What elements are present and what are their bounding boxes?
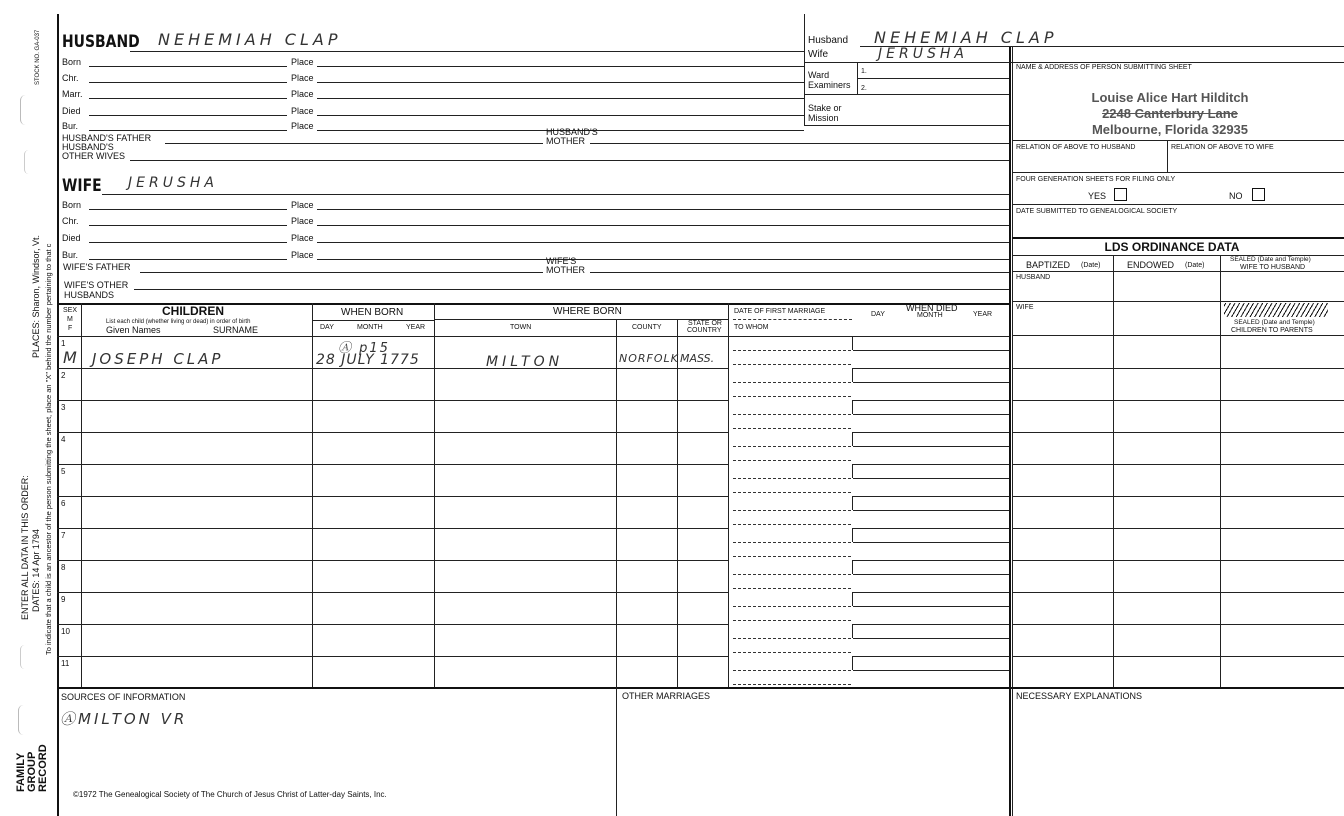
death-date-line bbox=[853, 638, 1009, 639]
sex-f-label: F bbox=[68, 325, 73, 332]
col-county-divider bbox=[677, 319, 678, 687]
first-marriage-label: DATE OF FIRST MARRIAGE bbox=[734, 308, 826, 315]
lds-col-divider-2 bbox=[1220, 255, 1221, 687]
born-year-label: YEAR bbox=[406, 324, 426, 331]
children-instruction: List each child (whether living or dead) in order of birth bbox=[106, 319, 251, 325]
examiner-line-bottom bbox=[805, 94, 1009, 95]
center-divider-top bbox=[804, 14, 805, 126]
four-gen-label: FOUR GENERATION SHEETS FOR FILING ONLY bbox=[1016, 176, 1176, 183]
child-row-number: 4 bbox=[61, 435, 66, 444]
wife-born-line bbox=[89, 209, 287, 210]
endowed-date-label: (Date) bbox=[1185, 262, 1205, 269]
submitter-city: Melbourne, Florida 32935 bbox=[1091, 122, 1249, 137]
country-label: COUNTRY bbox=[687, 327, 722, 334]
lds-row-line bbox=[1012, 464, 1344, 465]
topright-wife-label: Wife bbox=[808, 49, 828, 60]
husband-mother-label-line: HUSBAND'S bbox=[546, 127, 598, 137]
right-row-line bbox=[853, 368, 1009, 369]
husband-born-label: Born bbox=[62, 57, 82, 67]
wife-bur-place-line bbox=[317, 259, 1009, 260]
child1-state: MASS. bbox=[680, 352, 715, 365]
husband-chr-label: Chr. bbox=[62, 73, 79, 83]
born-day-label: DAY bbox=[320, 324, 334, 331]
lds-row-line bbox=[1012, 656, 1344, 657]
husband-born-place-label: Place bbox=[291, 57, 314, 67]
child-row-line bbox=[57, 624, 729, 625]
wife-died-label: Died bbox=[62, 233, 81, 243]
right-row-line bbox=[853, 496, 1009, 497]
other-marriages-label: OTHER MARRIAGES bbox=[622, 691, 711, 701]
lds-row-line bbox=[1012, 560, 1344, 561]
explanations-label: NECESSARY EXPLANATIONS bbox=[1016, 691, 1143, 701]
lds-wife-line bbox=[1012, 335, 1344, 336]
to-whom-dash-line bbox=[733, 652, 851, 653]
state-label: STATE OR bbox=[688, 320, 722, 327]
child-row-line bbox=[57, 400, 729, 401]
marriage-dash-line bbox=[733, 350, 851, 351]
right-row-line bbox=[853, 400, 1009, 401]
death-date-line bbox=[853, 606, 1009, 607]
husband-bur-place-label: Place bbox=[291, 121, 314, 131]
ward-label: Ward bbox=[808, 70, 830, 80]
family-group-record-title bbox=[16, 744, 49, 792]
relation-bottom-line bbox=[1012, 172, 1344, 173]
wife-other-husbands-label bbox=[64, 280, 128, 300]
husband-name-value: NEHEMIAH CLAP bbox=[158, 30, 342, 49]
child-row-line bbox=[57, 496, 729, 497]
husband-marr-line bbox=[89, 98, 287, 99]
child-row-number: 2 bbox=[61, 371, 66, 380]
examiner-1-line bbox=[857, 78, 1009, 79]
topright-wife-line bbox=[805, 62, 1344, 63]
lds-title: LDS ORDINANCE DATA bbox=[1104, 240, 1240, 254]
death-date-bracket bbox=[852, 400, 853, 414]
husband-other-wives-label bbox=[62, 143, 125, 161]
husband-heading: HUSBAND bbox=[62, 32, 140, 52]
death-date-bracket bbox=[852, 624, 853, 638]
record-title-line: FAMILY bbox=[15, 752, 27, 792]
children-title: CHILDREN bbox=[162, 304, 224, 318]
death-date-bracket bbox=[852, 368, 853, 382]
died-day-label: DAY bbox=[871, 311, 885, 318]
wife-father-label: WIFE'S FATHER bbox=[63, 262, 131, 272]
right-panel-divider-2 bbox=[1012, 46, 1013, 816]
lds-header-line bbox=[1012, 271, 1344, 272]
death-date-bracket bbox=[852, 464, 853, 478]
examiner-1-label: 1. bbox=[861, 68, 867, 75]
marriage-dash-line bbox=[733, 606, 851, 607]
death-date-line bbox=[853, 446, 1009, 447]
husband-mother-line bbox=[590, 143, 1009, 144]
stake-label: Stake or bbox=[808, 103, 842, 113]
given-names-label: Given Names bbox=[106, 325, 161, 335]
child-row-number: 3 bbox=[61, 403, 66, 412]
sealed-children-sub-label: CHILDREN TO PARENTS bbox=[1231, 327, 1313, 334]
when-born-label: WHEN BORN bbox=[341, 307, 404, 318]
husband-bur-label: Bur. bbox=[62, 121, 79, 131]
right-panel-divider bbox=[1009, 46, 1011, 816]
baptized-label: BAPTIZED bbox=[1026, 260, 1071, 270]
where-born-label: WHERE BORN bbox=[553, 306, 622, 317]
wife-father-line bbox=[140, 272, 543, 273]
lds-col-divider-1 bbox=[1113, 255, 1114, 687]
to-whom-dash-line bbox=[733, 524, 851, 525]
where-born-sub-line bbox=[434, 319, 729, 320]
lds-row-line bbox=[1012, 528, 1344, 529]
yes-checkbox[interactable] bbox=[1114, 188, 1127, 201]
sealed-hatch-area bbox=[1224, 303, 1328, 317]
to-whom-dash-line bbox=[733, 396, 851, 397]
child-row-number: 10 bbox=[61, 627, 70, 636]
wife-bur-label: Bur. bbox=[62, 250, 79, 260]
relation-top-line bbox=[1012, 140, 1344, 141]
right-row-line bbox=[853, 592, 1009, 593]
wife-mother-label bbox=[546, 257, 585, 275]
to-whom-dash-line bbox=[733, 556, 851, 557]
death-date-line bbox=[853, 414, 1009, 415]
child1-town: MILTON bbox=[486, 354, 564, 370]
right-row-line bbox=[853, 656, 1009, 657]
sources-label: SOURCES OF INFORMATION bbox=[61, 692, 186, 702]
marriage-dash-line bbox=[733, 638, 851, 639]
to-whom-dash-line bbox=[733, 460, 851, 461]
lds-husband-line bbox=[1012, 301, 1344, 302]
to-whom-label: TO WHOM bbox=[734, 324, 769, 331]
husband-marr-place-label: Place bbox=[291, 89, 314, 99]
sealed-wife-sub-label: WIFE TO HUSBAND bbox=[1240, 264, 1306, 271]
lds-row-line bbox=[1012, 432, 1344, 433]
topright-husband-label: Husband bbox=[808, 35, 849, 46]
death-date-line bbox=[853, 542, 1009, 543]
wife-other-husbands-line: HUSBANDS bbox=[64, 290, 115, 300]
child1-name: JOSEPH CLAP bbox=[92, 350, 224, 368]
marriage-dash-line bbox=[733, 542, 851, 543]
wife-died-place-label: Place bbox=[291, 233, 314, 243]
husband-mother-label-line: MOTHER bbox=[546, 136, 585, 146]
baptized-date-label: (Date) bbox=[1081, 262, 1101, 269]
punch-hole-mark bbox=[24, 150, 33, 174]
lds-row-line bbox=[1012, 400, 1344, 401]
record-title-line: GROUP bbox=[26, 751, 38, 792]
marriage-dash-line bbox=[733, 574, 851, 575]
record-title-line: RECORD bbox=[37, 744, 49, 792]
wife-mother-line bbox=[590, 272, 1009, 273]
places-note: PLACES: Sharon, Windsor, Vt. bbox=[31, 234, 41, 358]
child-row-number: 8 bbox=[61, 563, 66, 572]
no-checkbox[interactable] bbox=[1252, 188, 1265, 201]
marriage-dash-line bbox=[733, 670, 851, 671]
husband-chr-place-label: Place bbox=[291, 73, 314, 83]
husband-died-place-label: Place bbox=[291, 106, 314, 116]
punch-hole-mark bbox=[18, 705, 29, 735]
date-submitted-label: DATE SUBMITTED TO GENEALOGICAL SOCIETY bbox=[1016, 208, 1178, 215]
marriage-dash-line bbox=[733, 478, 851, 479]
wife-chr-place-label: Place bbox=[291, 216, 314, 226]
husband-name-line bbox=[130, 51, 804, 52]
no-label: NO bbox=[1229, 191, 1243, 201]
punch-hole-mark bbox=[20, 645, 29, 669]
wife-chr-line bbox=[89, 225, 287, 226]
lds-husband-label: HUSBAND bbox=[1016, 274, 1051, 281]
marriage-dash-line bbox=[733, 414, 851, 415]
wife-born-place-line bbox=[317, 209, 1009, 210]
child-row-line bbox=[57, 464, 729, 465]
to-whom-dash-line bbox=[733, 428, 851, 429]
husband-died-place-line bbox=[317, 115, 804, 116]
date-submitted-bottom-line bbox=[1012, 237, 1344, 239]
col-born-divider bbox=[434, 303, 435, 687]
col-town-divider bbox=[616, 319, 617, 687]
other-marriages-divider bbox=[616, 687, 617, 816]
sealed-children-label: SEALED (Date and Temple) bbox=[1234, 319, 1315, 326]
husband-other-wives-line bbox=[130, 160, 1009, 161]
lds-row-line bbox=[1012, 368, 1344, 369]
wife-bur-place-label: Place bbox=[291, 250, 314, 260]
husband-marr-label: Marr. bbox=[62, 89, 83, 99]
surname-label: SURNAME bbox=[213, 325, 259, 335]
right-row-line bbox=[853, 624, 1009, 625]
death-date-line bbox=[853, 510, 1009, 511]
mission-label: Mission bbox=[808, 113, 839, 123]
marriage-dash-line bbox=[733, 510, 851, 511]
sex-label: SEX bbox=[63, 307, 78, 314]
copyright-notice: ©1972 The Genealogical Society of The Church of Jesus Christ of Latter-day Saints, Inc. bbox=[73, 790, 387, 799]
marriage-header-dash bbox=[733, 319, 852, 320]
child-row-line bbox=[57, 528, 729, 529]
lds-row-line bbox=[1012, 624, 1344, 625]
examiners-label: Examiners bbox=[808, 80, 851, 90]
death-date-bracket bbox=[852, 528, 853, 542]
husband-chr-line bbox=[89, 82, 287, 83]
death-date-line bbox=[853, 382, 1009, 383]
child-row-line bbox=[57, 592, 729, 593]
wife-born-label: Born bbox=[62, 200, 82, 210]
wife-bur-line bbox=[89, 259, 287, 260]
endowed-label: ENDOWED bbox=[1127, 260, 1174, 270]
death-date-line bbox=[853, 478, 1009, 479]
relation-wife-label: RELATION OF ABOVE TO WIFE bbox=[1171, 144, 1274, 151]
four-gen-bottom-line bbox=[1012, 204, 1344, 205]
lds-row-line bbox=[1012, 592, 1344, 593]
husband-died-line bbox=[89, 115, 287, 116]
wife-born-place-label: Place bbox=[291, 200, 314, 210]
wife-other-husbands-line bbox=[134, 289, 1009, 290]
wife-mother-label-line: MOTHER bbox=[546, 265, 585, 275]
child-row-number: 1 bbox=[61, 339, 66, 348]
wife-heading: WIFE bbox=[62, 176, 102, 196]
death-date-line bbox=[853, 670, 1009, 671]
right-row-line bbox=[853, 464, 1009, 465]
col-state-divider bbox=[728, 303, 729, 687]
examiner-2-label: 2. bbox=[861, 85, 867, 92]
child-row-number: 6 bbox=[61, 499, 66, 508]
children-header-bottom-line bbox=[57, 336, 1009, 337]
death-date-bracket bbox=[852, 656, 853, 670]
death-date-bracket bbox=[852, 336, 853, 350]
wife-other-husbands-line: WIFE'S OTHER bbox=[64, 280, 129, 290]
submitter-name: Louise Alice Hart Hilditch bbox=[1091, 90, 1249, 105]
born-month-label: MONTH bbox=[357, 324, 383, 331]
county-label: COUNTY bbox=[632, 324, 662, 331]
when-born-sub-line bbox=[313, 320, 434, 321]
sources-value: ⒶMILTON VR bbox=[60, 710, 188, 728]
right-row-line bbox=[853, 560, 1009, 561]
child-row-line bbox=[57, 560, 729, 561]
right-row-line bbox=[853, 528, 1009, 529]
lds-row-line bbox=[1012, 496, 1344, 497]
child-row-number: 9 bbox=[61, 595, 66, 604]
bottom-section-line bbox=[57, 687, 1344, 689]
child1-sex: M bbox=[63, 348, 77, 367]
child-row-line bbox=[57, 432, 729, 433]
child1-born: 28 JULY 1775 bbox=[316, 352, 420, 368]
husband-other-wives-line: HUSBAND'S bbox=[62, 142, 114, 152]
death-date-bracket bbox=[852, 432, 853, 446]
yes-label: YES bbox=[1088, 191, 1107, 201]
child-row-number: 7 bbox=[61, 531, 66, 540]
wife-died-place-line bbox=[317, 242, 1009, 243]
husband-other-wives-line: OTHER WIVES bbox=[62, 151, 126, 161]
topright-husband-value: NEHEMIAH CLAP bbox=[874, 28, 1058, 47]
to-whom-dash-line bbox=[733, 620, 851, 621]
punch-hole-mark bbox=[20, 95, 31, 125]
when-died-label: WHEN DIED bbox=[906, 303, 958, 313]
right-row-line bbox=[853, 432, 1009, 433]
col-sex-divider bbox=[81, 303, 82, 687]
sealed-wife-label: SEALED (Date and Temple) bbox=[1230, 256, 1311, 263]
husband-marr-place-line bbox=[317, 98, 804, 99]
died-year-label: YEAR bbox=[973, 311, 993, 318]
husband-chr-place-line bbox=[317, 82, 804, 83]
death-date-bracket bbox=[852, 560, 853, 574]
to-whom-dash-line bbox=[733, 684, 851, 685]
dates-note: DATES: 14 Apr 1794 bbox=[31, 529, 41, 612]
husband-bur-line bbox=[89, 130, 287, 131]
child-row-line bbox=[57, 368, 729, 369]
husband-born-place-line bbox=[317, 66, 804, 67]
husband-born-line bbox=[89, 66, 287, 67]
relation-husband-label: RELATION OF ABOVE TO HUSBAND bbox=[1016, 144, 1136, 151]
stake-line-bottom bbox=[805, 125, 1009, 126]
to-whom-dash-line bbox=[733, 364, 851, 365]
marriage-dash-line bbox=[733, 382, 851, 383]
child-row-number: 11 bbox=[61, 659, 70, 668]
submitter-label: NAME & ADDRESS OF PERSON SUBMITTING SHEET bbox=[1016, 64, 1192, 71]
wife-name-value: JERUSHA bbox=[128, 175, 218, 191]
child-row-number: 5 bbox=[61, 467, 66, 476]
to-whom-dash-line bbox=[733, 588, 851, 589]
wife-chr-place-line bbox=[317, 225, 1009, 226]
town-label: TOWN bbox=[510, 324, 532, 331]
husband-father-label: HUSBAND'S FATHER bbox=[62, 133, 152, 143]
stock-number: STOCK NO. GA-037 bbox=[35, 29, 41, 85]
child1-county: NORFOLK bbox=[619, 352, 679, 365]
death-date-bracket bbox=[852, 496, 853, 510]
topright-wife-value: JERUSHA bbox=[878, 46, 968, 62]
death-date-line bbox=[853, 574, 1009, 575]
to-whom-dash-line bbox=[733, 492, 851, 493]
death-date-line bbox=[853, 350, 1009, 351]
relation-divider bbox=[1167, 140, 1168, 172]
husband-died-label: Died bbox=[62, 106, 81, 116]
wife-died-line bbox=[89, 242, 287, 243]
wife-mother-label-line: WIFE'S bbox=[546, 256, 577, 266]
wife-name-line bbox=[102, 194, 1009, 195]
enter-data-order: ENTER ALL DATA IN THIS ORDER: bbox=[20, 475, 30, 620]
ancestor-instruction: To indicate that a child is an ancestor of the person submitting the sheet, place an "X" behind the number pertaining to that c bbox=[44, 243, 53, 655]
husband-father-line bbox=[165, 143, 543, 144]
child-row-line bbox=[57, 656, 729, 657]
marriage-dash-line bbox=[733, 446, 851, 447]
left-border bbox=[57, 14, 59, 816]
child1-note: Ⓐ p15 bbox=[338, 341, 390, 356]
death-date-bracket bbox=[852, 592, 853, 606]
wife-chr-label: Chr. bbox=[62, 216, 79, 226]
col-name-divider bbox=[312, 303, 313, 687]
died-month-label: MONTH bbox=[917, 312, 943, 319]
lds-wife-label: WIFE bbox=[1016, 304, 1034, 311]
sex-m-label: M bbox=[67, 316, 73, 323]
submitter-street: 2248 Canterbury Lane bbox=[1102, 106, 1238, 121]
